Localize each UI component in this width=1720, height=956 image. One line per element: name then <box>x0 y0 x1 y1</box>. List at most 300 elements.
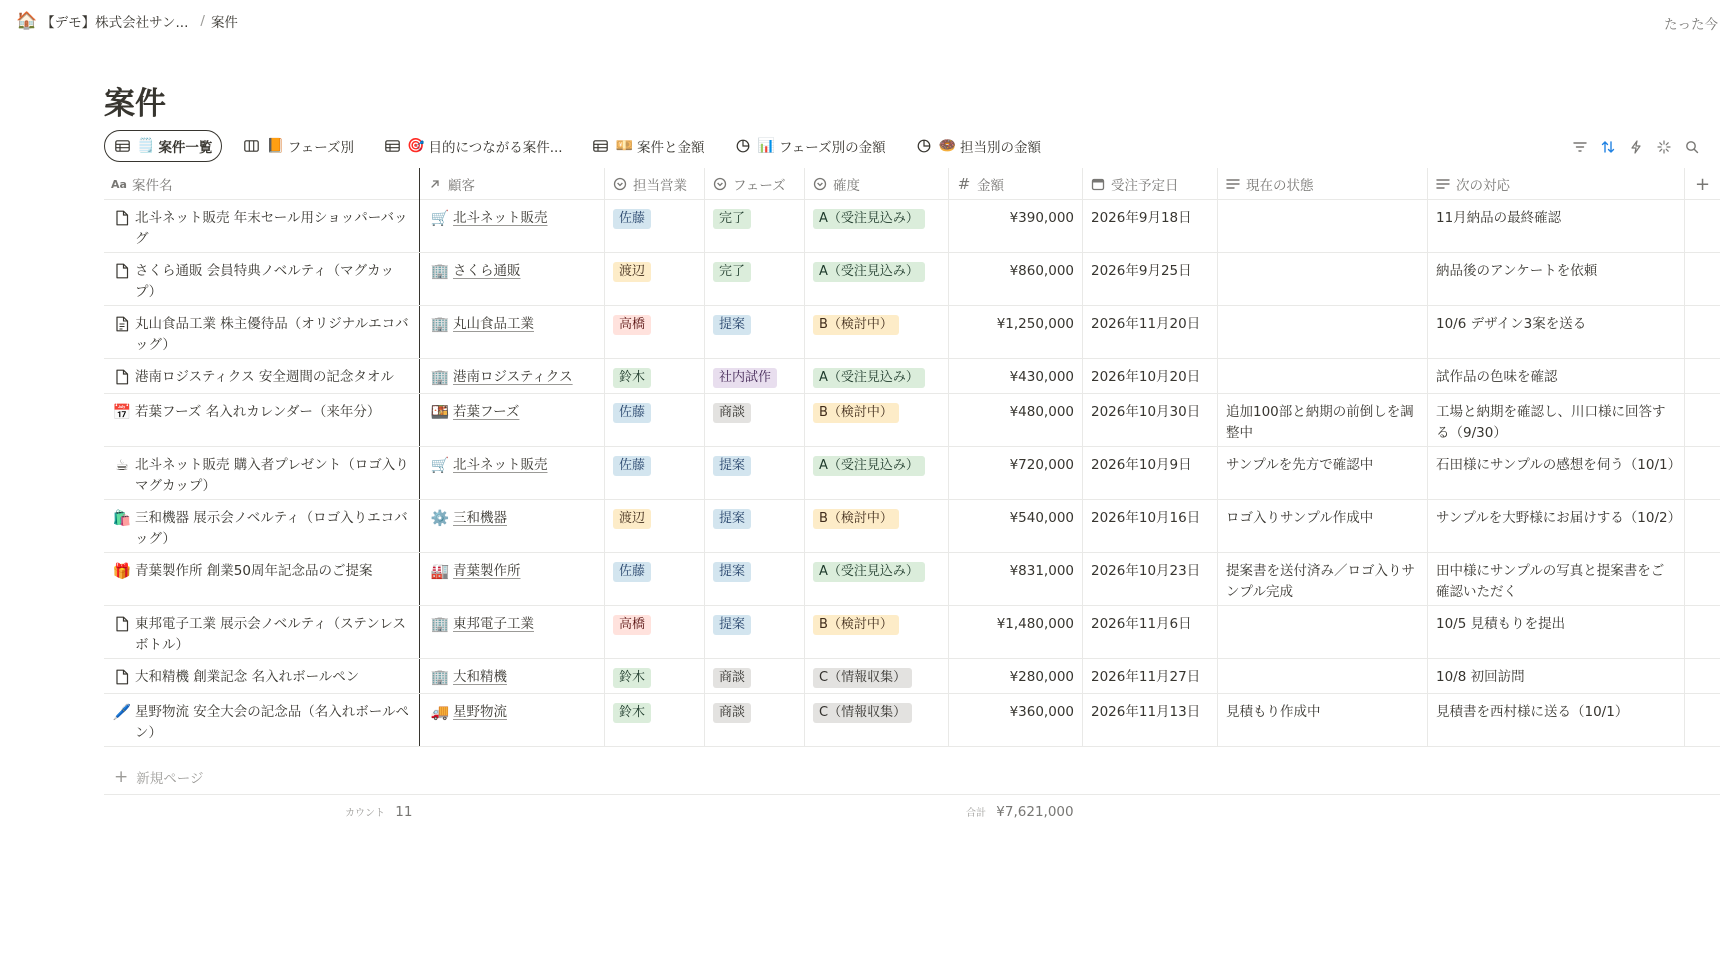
relation-arrow-icon <box>428 177 442 191</box>
view-emoji-icon: 💴 <box>615 138 634 154</box>
sales-tag: 佐藤 <box>613 209 651 229</box>
customer-link[interactable]: 丸山食品工業 <box>453 316 534 332</box>
phase-tag: 商談 <box>713 403 751 423</box>
next-action-cell[interactable] <box>1428 447 1685 499</box>
page-icon <box>112 614 132 634</box>
status-cell[interactable] <box>1218 306 1428 358</box>
deal-name[interactable]: 港南ロジスティクス 安全週間の記念タオル <box>135 369 394 385</box>
amount-value: ¥360,000 <box>1009 704 1074 720</box>
phase-cell[interactable] <box>705 694 805 746</box>
plus-icon: + <box>1694 173 1711 195</box>
date-value: 2026年11月27日 <box>1091 669 1201 685</box>
next-action-text: 石田様にサンプルの感想を伺う（10/1） <box>1436 457 1682 473</box>
view-tab-1[interactable] <box>234 130 363 162</box>
view-tab-label: 案件一覧 <box>158 140 213 156</box>
status-select-icon <box>713 177 727 191</box>
sales-cell[interactable] <box>605 306 705 358</box>
amount-value: ¥860,000 <box>1009 263 1074 279</box>
customer-link[interactable]: 星野物流 <box>453 704 507 720</box>
view-tab-2[interactable] <box>375 130 572 162</box>
table-row[interactable] <box>104 606 1720 659</box>
page-text-icon <box>112 314 132 334</box>
amount-cell[interactable] <box>949 553 1083 605</box>
plus-icon: + <box>114 766 129 787</box>
new-page-label: 新規ページ <box>136 770 204 787</box>
customer-emoji-icon: 🚚 <box>430 702 450 721</box>
customer-cell[interactable] <box>420 694 605 746</box>
next-action-cell[interactable] <box>1428 694 1685 746</box>
empty-cell <box>1685 500 1720 552</box>
empty-cell <box>1685 253 1720 305</box>
deal-name[interactable]: 北斗ネット販売 年末セール用ショッパーバッグ <box>135 210 408 247</box>
sales-tag: 佐藤 <box>613 562 651 582</box>
empty-cell <box>1685 306 1720 358</box>
breadcrumb-page[interactable]: 案件 <box>210 15 238 31</box>
certainty-cell[interactable] <box>805 447 949 499</box>
phase-tag: 完了 <box>713 209 751 229</box>
column-header-name[interactable]: Aa 案件名 <box>104 168 420 200</box>
table-row[interactable] <box>104 306 1720 359</box>
count-calculation[interactable] <box>345 804 412 820</box>
sales-tag: 鈴木 <box>613 368 651 388</box>
table-row[interactable] <box>104 394 1720 447</box>
sales-cell[interactable] <box>605 200 705 252</box>
next-action-text: 11月納品の最終確認 <box>1436 210 1562 226</box>
certainty-cell[interactable] <box>805 606 949 658</box>
next-action-cell[interactable] <box>1428 359 1685 393</box>
phase-cell[interactable] <box>705 394 805 446</box>
table-icon <box>114 139 130 153</box>
sales-tag: 渡辺 <box>613 262 651 282</box>
certainty-tag: B（検討中） <box>813 615 899 635</box>
table-icon <box>384 139 400 153</box>
column-header-next[interactable]: 次の対応 <box>1428 168 1685 200</box>
customer-link[interactable]: 東邦電子工業 <box>453 616 534 632</box>
table-row[interactable] <box>104 200 1720 253</box>
view-emoji-icon: 📙 <box>266 138 284 154</box>
amount-value: ¥831,000 <box>1009 563 1074 579</box>
phase-cell[interactable] <box>705 606 805 658</box>
date-cell[interactable] <box>1083 447 1218 499</box>
view-emoji-icon: 🍩 <box>938 138 957 154</box>
customer-link[interactable]: 大和精機 <box>453 669 507 685</box>
certainty-tag: A（受注見込み） <box>813 562 925 582</box>
customer-link[interactable]: 北斗ネット販売 <box>453 457 548 473</box>
customer-cell[interactable] <box>420 659 605 693</box>
add-property-button[interactable] <box>1685 168 1720 200</box>
customer-emoji-icon: 🍱 <box>430 402 450 421</box>
date-value: 2026年10月9日 <box>1091 457 1192 473</box>
sales-tag: 渡辺 <box>613 509 651 529</box>
phase-cell[interactable] <box>705 553 805 605</box>
next-action-text: 工場と納期を確認し、川口様に回答する（9/30） <box>1436 404 1666 441</box>
view-emoji-icon: 🗒️ <box>137 138 155 154</box>
date-value: 2026年10月23日 <box>1091 563 1201 579</box>
sales-cell[interactable] <box>605 359 705 393</box>
sum-calculation[interactable] <box>966 804 1074 820</box>
status-text: 追加100部と納期の前倒しを調整中 <box>1226 404 1414 441</box>
sales-cell[interactable] <box>605 253 705 305</box>
date-cell[interactable] <box>1083 359 1218 393</box>
customer-link[interactable]: 青葉製作所 <box>453 563 521 579</box>
table-body <box>104 200 1720 747</box>
view-tab-5[interactable] <box>907 130 1050 162</box>
next-action-text: 見積書を西村様に送る（10/1） <box>1436 704 1629 720</box>
breadcrumb-separator: / <box>200 13 205 29</box>
customer-emoji-icon: 🏢 <box>430 314 450 333</box>
table-row[interactable] <box>104 359 1720 394</box>
date-value: 2026年9月25日 <box>1091 263 1192 279</box>
certainty-cell[interactable] <box>805 200 949 252</box>
table-row[interactable] <box>104 447 1720 500</box>
next-action-cell[interactable] <box>1428 306 1685 358</box>
last-edited-label: たった今 <box>1664 17 1718 33</box>
amount-value: ¥280,000 <box>1009 669 1074 685</box>
text-lines-icon <box>1226 177 1240 191</box>
certainty-cell[interactable] <box>805 306 949 358</box>
view-tab-label: 案件と金額 <box>637 140 705 156</box>
phase-cell[interactable] <box>705 306 805 358</box>
next-action-text: サンプルを大野様にお届けする（10/2） <box>1436 510 1682 526</box>
date-cell[interactable] <box>1083 306 1218 358</box>
status-cell[interactable] <box>1218 200 1428 252</box>
amount-cell[interactable] <box>949 659 1083 693</box>
phase-cell[interactable] <box>705 253 805 305</box>
count-label: カウント <box>345 808 385 819</box>
next-action-text: 納品後のアンケートを依頼 <box>1436 263 1598 279</box>
next-action-text: 10/6 デザイン3案を送る <box>1436 316 1587 332</box>
phase-tag: 社内試作 <box>713 368 777 388</box>
amount-value: ¥390,000 <box>1009 210 1074 226</box>
deal-name[interactable]: 大和精機 創業記念 名入れボールペン <box>135 669 360 685</box>
phase-tag: 完了 <box>713 262 751 282</box>
certainty-cell[interactable] <box>805 553 949 605</box>
page-icon <box>112 367 132 387</box>
column-header-phase[interactable]: フェーズ <box>705 168 805 200</box>
amount-cell[interactable] <box>949 253 1083 305</box>
status-cell[interactable] <box>1218 359 1428 393</box>
sales-cell[interactable] <box>605 606 705 658</box>
deal-name-cell[interactable] <box>104 394 420 446</box>
amount-cell[interactable] <box>949 359 1083 393</box>
sales-cell[interactable] <box>605 394 705 446</box>
status-cell[interactable] <box>1218 447 1428 499</box>
next-action-cell[interactable] <box>1428 253 1685 305</box>
calendar-icon: 📅 <box>112 402 132 421</box>
phase-cell[interactable] <box>705 200 805 252</box>
customer-emoji-icon: 🏢 <box>430 261 450 280</box>
status-cell[interactable] <box>1218 553 1428 605</box>
phase-cell[interactable] <box>705 659 805 693</box>
next-action-cell[interactable] <box>1428 659 1685 693</box>
deal-name[interactable]: さくら通販 会員特典ノベルティ（マグカップ） <box>135 263 395 300</box>
sales-cell[interactable] <box>605 659 705 693</box>
sum-label: 合計 <box>966 808 986 819</box>
status-select-icon <box>613 177 627 191</box>
date-cell[interactable] <box>1083 200 1218 252</box>
deal-name[interactable]: 北斗ネット販売 購入者プレゼント（ロゴ入りマグカップ） <box>135 457 409 494</box>
amount-value: ¥1,480,000 <box>996 616 1074 632</box>
certainty-tag: A（受注見込み） <box>813 209 925 229</box>
status-select-icon <box>813 177 827 191</box>
page-icon <box>112 261 132 281</box>
page-title[interactable]: 案件 <box>104 86 166 122</box>
phase-cell[interactable] <box>705 500 805 552</box>
column-header-amount[interactable]: # 金額 <box>949 168 1083 200</box>
status-text: 提案書を送付済み／ロゴ入りサンプル完成 <box>1226 563 1415 600</box>
view-tab-3[interactable] <box>584 130 714 162</box>
date-value: 2026年11月6日 <box>1091 616 1192 632</box>
certainty-cell[interactable] <box>805 253 949 305</box>
deals-table <box>104 168 1720 747</box>
pen-icon: 🖊️ <box>112 702 132 721</box>
deal-name-cell[interactable] <box>104 359 420 393</box>
amount-cell[interactable] <box>949 306 1083 358</box>
phase-tag: 商談 <box>713 703 751 723</box>
date-cell[interactable] <box>1083 500 1218 552</box>
table-icon <box>593 139 609 153</box>
view-tab-0[interactable] <box>104 130 222 162</box>
shopping-bag-icon: 🛍️ <box>112 508 132 527</box>
chart-icon <box>735 139 751 153</box>
empty-cell <box>1685 659 1720 693</box>
table-row[interactable] <box>104 253 1720 306</box>
sales-tag: 鈴木 <box>613 668 651 688</box>
certainty-tag: B（検討中） <box>813 509 899 529</box>
sales-tag: 高橋 <box>613 315 651 335</box>
sort-icon[interactable] <box>1594 137 1622 157</box>
breadcrumb-workspace[interactable]: 【デモ】株式会社サン... <box>41 15 189 31</box>
next-action-text: 10/8 初回訪問 <box>1436 669 1525 685</box>
empty-cell <box>1685 606 1720 658</box>
date-cell[interactable] <box>1083 253 1218 305</box>
deal-name-cell[interactable] <box>104 447 420 499</box>
view-emoji-icon: 🎯 <box>407 138 425 154</box>
customer-cell[interactable] <box>420 606 605 658</box>
empty-cell <box>1685 553 1720 605</box>
certainty-cell[interactable] <box>805 394 949 446</box>
customer-link[interactable]: 若葉フーズ <box>453 404 520 420</box>
customer-link[interactable]: 北斗ネット販売 <box>453 210 548 226</box>
certainty-tag: B（検討中） <box>813 315 899 335</box>
deal-name[interactable]: 青葉製作所 創業50周年記念品のご提案 <box>135 563 373 579</box>
column-header-sales[interactable]: 担当営業 <box>605 168 705 200</box>
table-row[interactable] <box>104 659 1720 694</box>
customer-link[interactable]: 三和機器 <box>453 510 507 526</box>
empty-cell <box>1685 394 1720 446</box>
coffee-icon: ☕ <box>115 455 129 474</box>
date-cell[interactable] <box>1083 606 1218 658</box>
date-cell[interactable] <box>1083 659 1218 693</box>
empty-cell <box>1685 359 1720 393</box>
certainty-cell[interactable] <box>805 359 949 393</box>
column-header-status[interactable]: 現在の状態 <box>1218 168 1428 200</box>
customer-emoji-icon: 🛒 <box>430 208 450 227</box>
phase-tag: 商談 <box>713 668 751 688</box>
certainty-tag: A（受注見込み） <box>813 456 925 476</box>
view-tab-label: 担当別の金額 <box>960 140 1042 156</box>
amount-cell[interactable] <box>949 200 1083 252</box>
sales-tag: 高橋 <box>613 615 651 635</box>
phase-tag: 提案 <box>713 562 751 582</box>
date-value: 2026年11月13日 <box>1091 704 1201 720</box>
ai-sparkle-icon[interactable] <box>1650 137 1678 157</box>
deal-name-cell[interactable] <box>104 500 420 552</box>
deal-name-cell[interactable] <box>104 253 420 305</box>
column-header-date[interactable]: 受注予定日 <box>1083 168 1218 200</box>
customer-cell[interactable] <box>420 394 605 446</box>
view-emoji-icon: 📊 <box>757 138 775 154</box>
sales-tag: 佐藤 <box>613 456 651 476</box>
deal-name-cell[interactable] <box>104 553 420 605</box>
deal-name-cell[interactable] <box>104 606 420 658</box>
phase-tag: 提案 <box>713 456 751 476</box>
customer-cell[interactable] <box>420 200 605 252</box>
amount-value: ¥430,000 <box>1009 369 1074 385</box>
customer-emoji-icon: 🏢 <box>430 667 450 686</box>
filter-icon[interactable] <box>1566 137 1594 157</box>
date-value: 2026年9月18日 <box>1091 210 1192 226</box>
deal-name[interactable]: 若葉フーズ 名入れカレンダー（来年分） <box>135 404 381 420</box>
calendar-icon <box>1091 177 1105 191</box>
search-icon[interactable] <box>1678 137 1706 157</box>
home-icon[interactable]: 🏠 <box>16 11 38 31</box>
new-page-button[interactable] <box>104 759 1720 795</box>
sales-cell[interactable] <box>605 500 705 552</box>
text-lines-icon <box>1436 177 1450 191</box>
customer-link[interactable]: さくら通販 <box>453 263 521 279</box>
next-action-text: 田中様にサンプルの写真と提案書をご確認いただく <box>1436 563 1665 600</box>
certainty-tag: C（情報収集） <box>813 668 912 688</box>
column-header-customer[interactable]: 顧客 <box>420 168 605 200</box>
count-value: 11 <box>395 804 413 820</box>
amount-value: ¥720,000 <box>1009 457 1074 473</box>
gift-icon: 🎁 <box>112 561 132 580</box>
table-header <box>104 168 1720 200</box>
phase-tag: 提案 <box>713 315 751 335</box>
customer-link[interactable]: 港南ロジスティクス <box>453 369 573 385</box>
deal-name[interactable]: 星野物流 安全大会の記念品（名入れボールペン） <box>135 704 410 741</box>
deal-name[interactable]: 東邦電子工業 展示会ノベルティ（ステンレスボトル） <box>135 616 406 653</box>
date-value: 2026年10月30日 <box>1091 404 1201 420</box>
certainty-tag: A（受注見込み） <box>813 262 925 282</box>
next-action-text: 10/5 見積もりを提出 <box>1436 616 1566 632</box>
amount-cell[interactable] <box>949 694 1083 746</box>
status-cell[interactable] <box>1218 253 1428 305</box>
sales-tag: 鈴木 <box>613 703 651 723</box>
phase-cell[interactable] <box>705 447 805 499</box>
deal-name-cell[interactable] <box>104 659 420 693</box>
amount-value: ¥1,250,000 <box>996 316 1074 332</box>
column-header-certainty[interactable]: 確度 <box>805 168 949 200</box>
phase-tag: 提案 <box>713 615 751 635</box>
date-value: 2026年10月20日 <box>1091 369 1201 385</box>
phase-cell[interactable] <box>705 359 805 393</box>
deal-name-cell[interactable] <box>104 306 420 358</box>
customer-emoji-icon: 🏢 <box>430 614 450 633</box>
page-icon <box>112 667 132 687</box>
status-cell[interactable] <box>1218 659 1428 693</box>
sales-cell[interactable] <box>605 553 705 605</box>
sum-value: ¥7,621,000 <box>996 804 1074 820</box>
deal-name[interactable]: 三和機器 展示会ノベルティ（ロゴ入りエコバッグ） <box>135 510 408 547</box>
phase-tag: 提案 <box>713 509 751 529</box>
deal-name[interactable]: 丸山食品工業 株主優待品（オリジナルエコバッグ） <box>135 316 409 353</box>
view-tab-label: フェーズ別 <box>287 140 355 156</box>
status-cell[interactable] <box>1218 694 1428 746</box>
table-row[interactable] <box>104 500 1720 553</box>
view-tab-label: 目的につながる案件... <box>428 140 563 156</box>
date-cell[interactable] <box>1083 553 1218 605</box>
certainty-tag: B（検討中） <box>813 403 899 423</box>
status-text: ロゴ入りサンプル作成中 <box>1226 510 1374 526</box>
empty-cell <box>1685 447 1720 499</box>
view-tab-4[interactable] <box>726 130 895 162</box>
next-action-cell[interactable] <box>1428 500 1685 552</box>
customer-cell[interactable] <box>420 306 605 358</box>
chart-icon <box>916 139 932 153</box>
topbar <box>0 0 1720 44</box>
next-action-text: 試作品の色味を確認 <box>1436 369 1558 385</box>
sales-tag: 佐藤 <box>613 403 651 423</box>
automation-icon[interactable] <box>1622 137 1650 157</box>
customer-cell[interactable] <box>420 500 605 552</box>
title-property-icon: Aa <box>111 177 127 191</box>
status-text: サンプルを先方で確認中 <box>1226 457 1374 473</box>
customer-cell[interactable] <box>420 553 605 605</box>
board-icon <box>243 139 259 153</box>
certainty-cell[interactable] <box>805 659 949 693</box>
customer-cell[interactable] <box>420 253 605 305</box>
status-text: 見積もり作成中 <box>1226 704 1321 720</box>
customer-cell[interactable] <box>420 359 605 393</box>
next-action-cell[interactable] <box>1428 553 1685 605</box>
customer-emoji-icon: 🛒 <box>430 455 450 474</box>
amount-cell[interactable] <box>949 394 1083 446</box>
date-value: 2026年10月16日 <box>1091 510 1201 526</box>
customer-cell[interactable] <box>420 447 605 499</box>
amount-cell[interactable] <box>949 447 1083 499</box>
status-cell[interactable] <box>1218 394 1428 446</box>
page-icon <box>112 208 132 228</box>
sales-cell[interactable] <box>605 447 705 499</box>
certainty-tag: A（受注見込み） <box>813 368 925 388</box>
amount-cell[interactable] <box>949 500 1083 552</box>
view-tab-label: フェーズ別の金額 <box>778 140 886 156</box>
date-cell[interactable] <box>1083 694 1218 746</box>
table-row[interactable] <box>104 694 1720 747</box>
amount-value: ¥540,000 <box>1009 510 1074 526</box>
amount-cell[interactable] <box>949 606 1083 658</box>
status-cell[interactable] <box>1218 606 1428 658</box>
next-action-cell[interactable] <box>1428 606 1685 658</box>
date-value: 2026年11月20日 <box>1091 316 1201 332</box>
status-cell[interactable] <box>1218 500 1428 552</box>
deal-name-cell[interactable] <box>104 694 420 746</box>
next-action-cell[interactable] <box>1428 200 1685 252</box>
certainty-cell[interactable] <box>805 694 949 746</box>
sales-cell[interactable] <box>605 694 705 746</box>
next-action-cell[interactable] <box>1428 394 1685 446</box>
empty-cell <box>1685 694 1720 746</box>
date-cell[interactable] <box>1083 394 1218 446</box>
table-row[interactable] <box>104 553 1720 606</box>
number-hash-icon: # <box>957 175 971 193</box>
certainty-cell[interactable] <box>805 500 949 552</box>
customer-emoji-icon: 🏢 <box>430 367 450 386</box>
empty-cell <box>1685 200 1720 252</box>
deal-name-cell[interactable] <box>104 200 420 252</box>
